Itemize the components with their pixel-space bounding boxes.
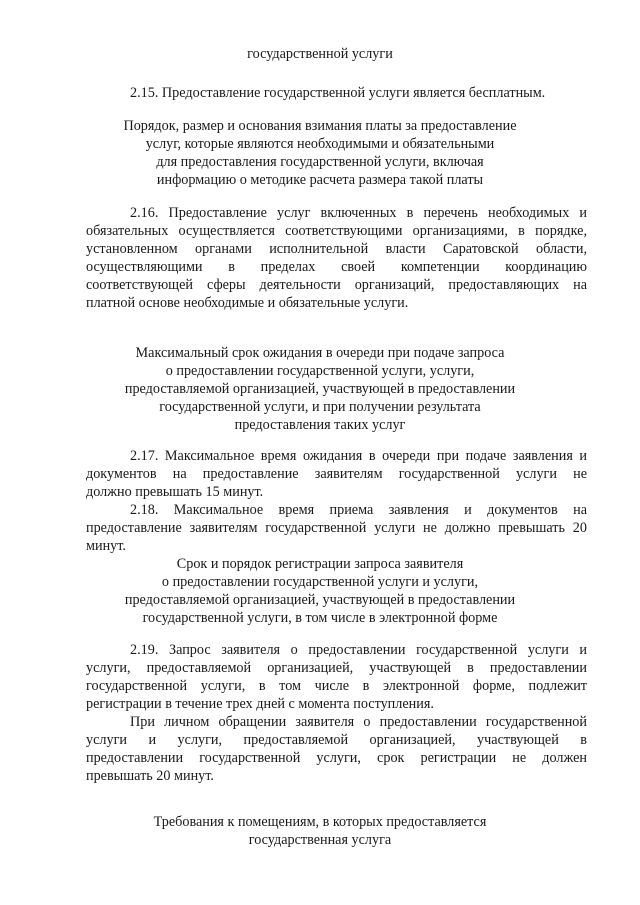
paragraph-line: осуществляющими в пределах своей компетенции координацию	[86, 259, 587, 275]
continued-heading: государственной услуги	[247, 46, 393, 62]
heading-line: государственной услуги, в том числе в электронной форме	[142, 610, 498, 626]
paragraph-line: установленном органами исполнительной власти Саратовской области,	[86, 241, 587, 257]
paragraph-line: государственной услуги, в том числе в электронной форме, подлежит	[86, 678, 587, 694]
paragraph-line: минут.	[86, 538, 126, 554]
heading-line: предоставления таких услуг	[234, 417, 406, 433]
paragraph-line: платной основе необходимые и обязательные услуги.	[86, 295, 409, 311]
paragraph-2-15: 2.15. Предоставление государственной услуги является бесплатным.	[130, 85, 546, 101]
paragraph-line: регистрации в течение трех дней с момента поступления.	[86, 696, 434, 712]
heading-line: для предоставления государственной услуги, включая	[156, 154, 484, 170]
paragraph-line: При личном обращении заявителя о предоставлении государственной	[130, 714, 587, 730]
paragraph-line: превышать 20 минут.	[86, 768, 214, 784]
paragraph-line: 2.18. Максимальное время приема заявления и документов на	[130, 502, 587, 518]
heading-line: Максимальный срок ожидания в очереди при подаче запроса	[135, 345, 505, 361]
heading-line: предоставляемой организацией, участвующей в предоставлении	[124, 592, 516, 608]
heading-line: Требования к помещениям, в которых предоставляется	[153, 814, 487, 830]
heading-line: государственная услуга	[248, 832, 392, 848]
heading-line: о предоставлении государственной услуги и услуги,	[161, 574, 479, 590]
paragraph-line: 2.17. Максимальное время ожидания в очереди при подаче заявления и	[130, 448, 587, 464]
heading-line: предоставляемой организацией, участвующей в предоставлении	[124, 381, 516, 397]
paragraph-line: должно превышать 15 минут.	[86, 484, 264, 500]
heading-line: государственной услуги, и при получении результата	[159, 399, 481, 415]
heading-line: Срок и порядок регистрации запроса заявителя	[176, 556, 464, 572]
paragraph-line: услуги и услуги, предоставляемой организацией, участвующей в	[86, 732, 587, 748]
paragraph-line: документов на предоставление заявителям государственной услуги не	[86, 466, 587, 482]
paragraph-line: предоставление заявителям государственной услуги не должно превышать 20	[86, 520, 587, 536]
heading-line: о предоставлении государственной услуги, услуги,	[165, 363, 475, 379]
heading-line: Порядок, размер и основания взимания платы за предоставление	[123, 118, 517, 134]
paragraph-line: обязательных осуществляется соответствующими организациями, в порядке,	[86, 223, 587, 239]
paragraph-line: соответствующей сферы деятельности организаций, предоставляющих на	[86, 277, 587, 293]
heading-line: информацию о методике расчета размера такой платы	[156, 172, 484, 188]
heading-line: услуг, которые являются необходимыми и обязательными	[145, 136, 495, 152]
paragraph-line: 2.19. Запрос заявителя о предоставлении государственной услуги и	[130, 642, 587, 658]
paragraph-line: 2.16. Предоставление услуг включенных в перечень необходимых и	[130, 205, 587, 221]
paragraph-line: предоставлении государственной услуги, срок регистрации не должен	[86, 750, 587, 766]
paragraph-line: услуги, предоставляемой организацией, участвующей в предоставлении	[86, 660, 587, 676]
